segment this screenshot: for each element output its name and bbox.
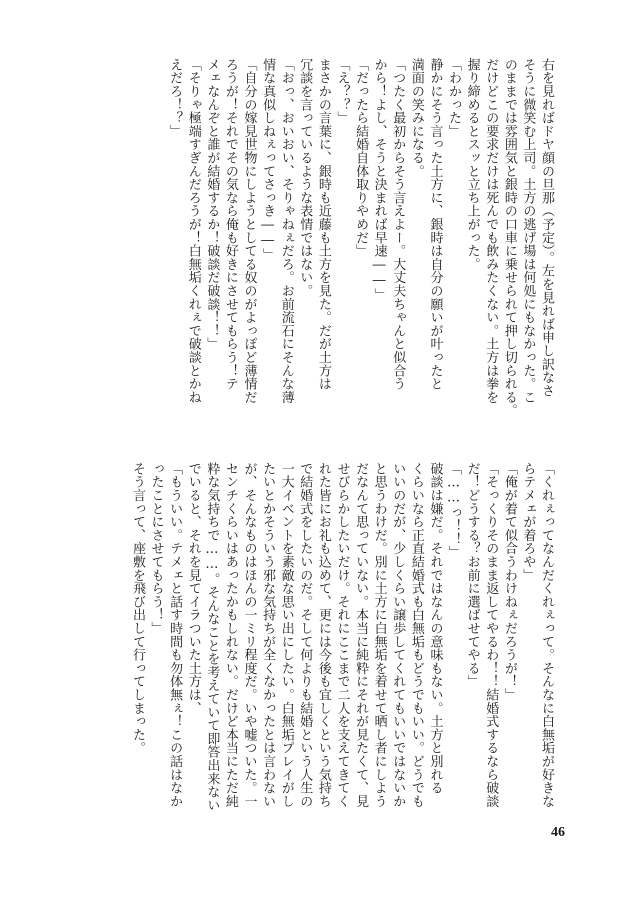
- text-column: 「おっ、おいおい、そりゃねぇだろ。お前流石にそんな薄: [278, 58, 294, 404]
- text-column: 「わかった」: [446, 58, 462, 138]
- text-column: で結婚式をしたいのだ。そして何よりも結婚という人生の: [297, 462, 313, 808]
- text-column: メェなんぞと誰が結婚するか！破談だ破談！！」: [204, 58, 220, 351]
- text-column: 「そりゃ極端すぎんだろうが！白無垢くれぇで破談とかね: [185, 58, 201, 404]
- text-column: だ！どうする？お前に選ばせてやる」: [464, 462, 480, 689]
- text-block-bottom: [127, 462, 555, 822]
- text-column: くらいなら正直結婚式も白無垢もどうでもいい。どうでも: [408, 462, 424, 808]
- text-column: 一大イベントを素敵な思い出にしたい。白無垢プレイがし: [278, 462, 294, 808]
- text-column: センチくらいはあったかもしれない。だけど本当にただ純: [222, 462, 238, 808]
- text-column: 情な真似しねぇってさっき――」: [260, 58, 276, 262]
- text-column: 「つたく最初からそう言えよー。大丈夫ちゃんと似合う: [390, 58, 406, 391]
- text-column: ろうが！それでその気なら俺も好きにさせてもらう！テ: [222, 58, 238, 391]
- text-column: 「俺が着て似合うわけねぇだろうが！」: [501, 462, 517, 702]
- text-column: 満面の笑みになる。: [408, 58, 424, 178]
- text-column: 破談は嫌だ。それではなんの意味もない。土方と別れる: [427, 462, 443, 795]
- text-column: だなんて思っていない。本当に純粋にそれが見たくて、見: [353, 462, 369, 808]
- text-column: 「くれぇってなんだくれぇって。そんなに白無垢が好きな: [539, 462, 554, 808]
- text-column: 「そっくりそのまま返してやるわ！！結婚式するなら破談: [483, 462, 499, 808]
- text-column: えだろ！？」: [167, 58, 183, 138]
- text-column: 「もういい。テメェと話す時間も勿体無ぇ！この話はなか: [167, 462, 183, 808]
- text-column: 右を見ればドヤ顔の旦那（予定）。左を見れば申し訳なさ: [539, 58, 554, 398]
- text-column: 「だったら結婚自体取りやめだ」: [353, 58, 369, 258]
- text-column: まさかの言葉に、銀時も近藤も土方を見た。だが土方は: [315, 58, 331, 391]
- text-column: 粋な気持ちで……。そんなことを考えていて即答出来ない: [204, 462, 220, 812]
- page-number: 46: [551, 825, 565, 840]
- text-block-top: [165, 58, 555, 418]
- text-column: から！よし、そうと決まれば早速――」: [371, 58, 387, 302]
- text-column: のままでは雰囲気と銀時の口車に乗せられて押し切られる。: [501, 58, 517, 418]
- text-column: 「え？？」: [334, 58, 350, 125]
- text-column: らテメェが着ろや」: [520, 462, 536, 582]
- text-column: そう言って、座敷を飛び出して行ってしまった。: [129, 462, 145, 755]
- text-column: せびらかしたいだけ。それにここまで二人を支えてきてく: [334, 462, 350, 808]
- text-column: ったことにさせてもらう！」: [148, 462, 164, 635]
- text-column: 冗談を言っているような表情ではない。: [297, 58, 313, 298]
- text-column: いいのだが、少しくらい譲歩してくれてもいいではないか: [390, 462, 406, 808]
- text-column: たいとかそういう邪な気持ちが全くなかったとは言わない: [260, 462, 276, 808]
- text-column: 「自分の嫁見世物にしようとしてる奴のがよっぽど薄情だ: [241, 58, 257, 404]
- text-column: そうに微笑む上司。土方の逃げ場は何処にもなかった。こ: [520, 58, 536, 404]
- text-column: 握り締めるとスッと立ち上がった。: [464, 58, 480, 271]
- text-column: と思うわけだ。別に土方に白無垢を着せて晒し者にしよう: [371, 462, 387, 808]
- text-column: れた皆にお礼も込めて、更には今後も宜しくという気持ち: [315, 462, 331, 808]
- text-column: 「……っ！！」: [446, 462, 462, 560]
- text-column: でいると、それを見てイラついた土方は、: [185, 462, 201, 715]
- text-column: 静かにそう言った土方に、銀時は自分の願いが叶ったと: [427, 58, 443, 391]
- text-column: だけどこの要求だけは死んでも飲みたくない。土方は拳を: [483, 58, 499, 404]
- text-column: が、そんなものはほんの一ミリ程度だ。いや嘘ついた。一: [241, 462, 257, 808]
